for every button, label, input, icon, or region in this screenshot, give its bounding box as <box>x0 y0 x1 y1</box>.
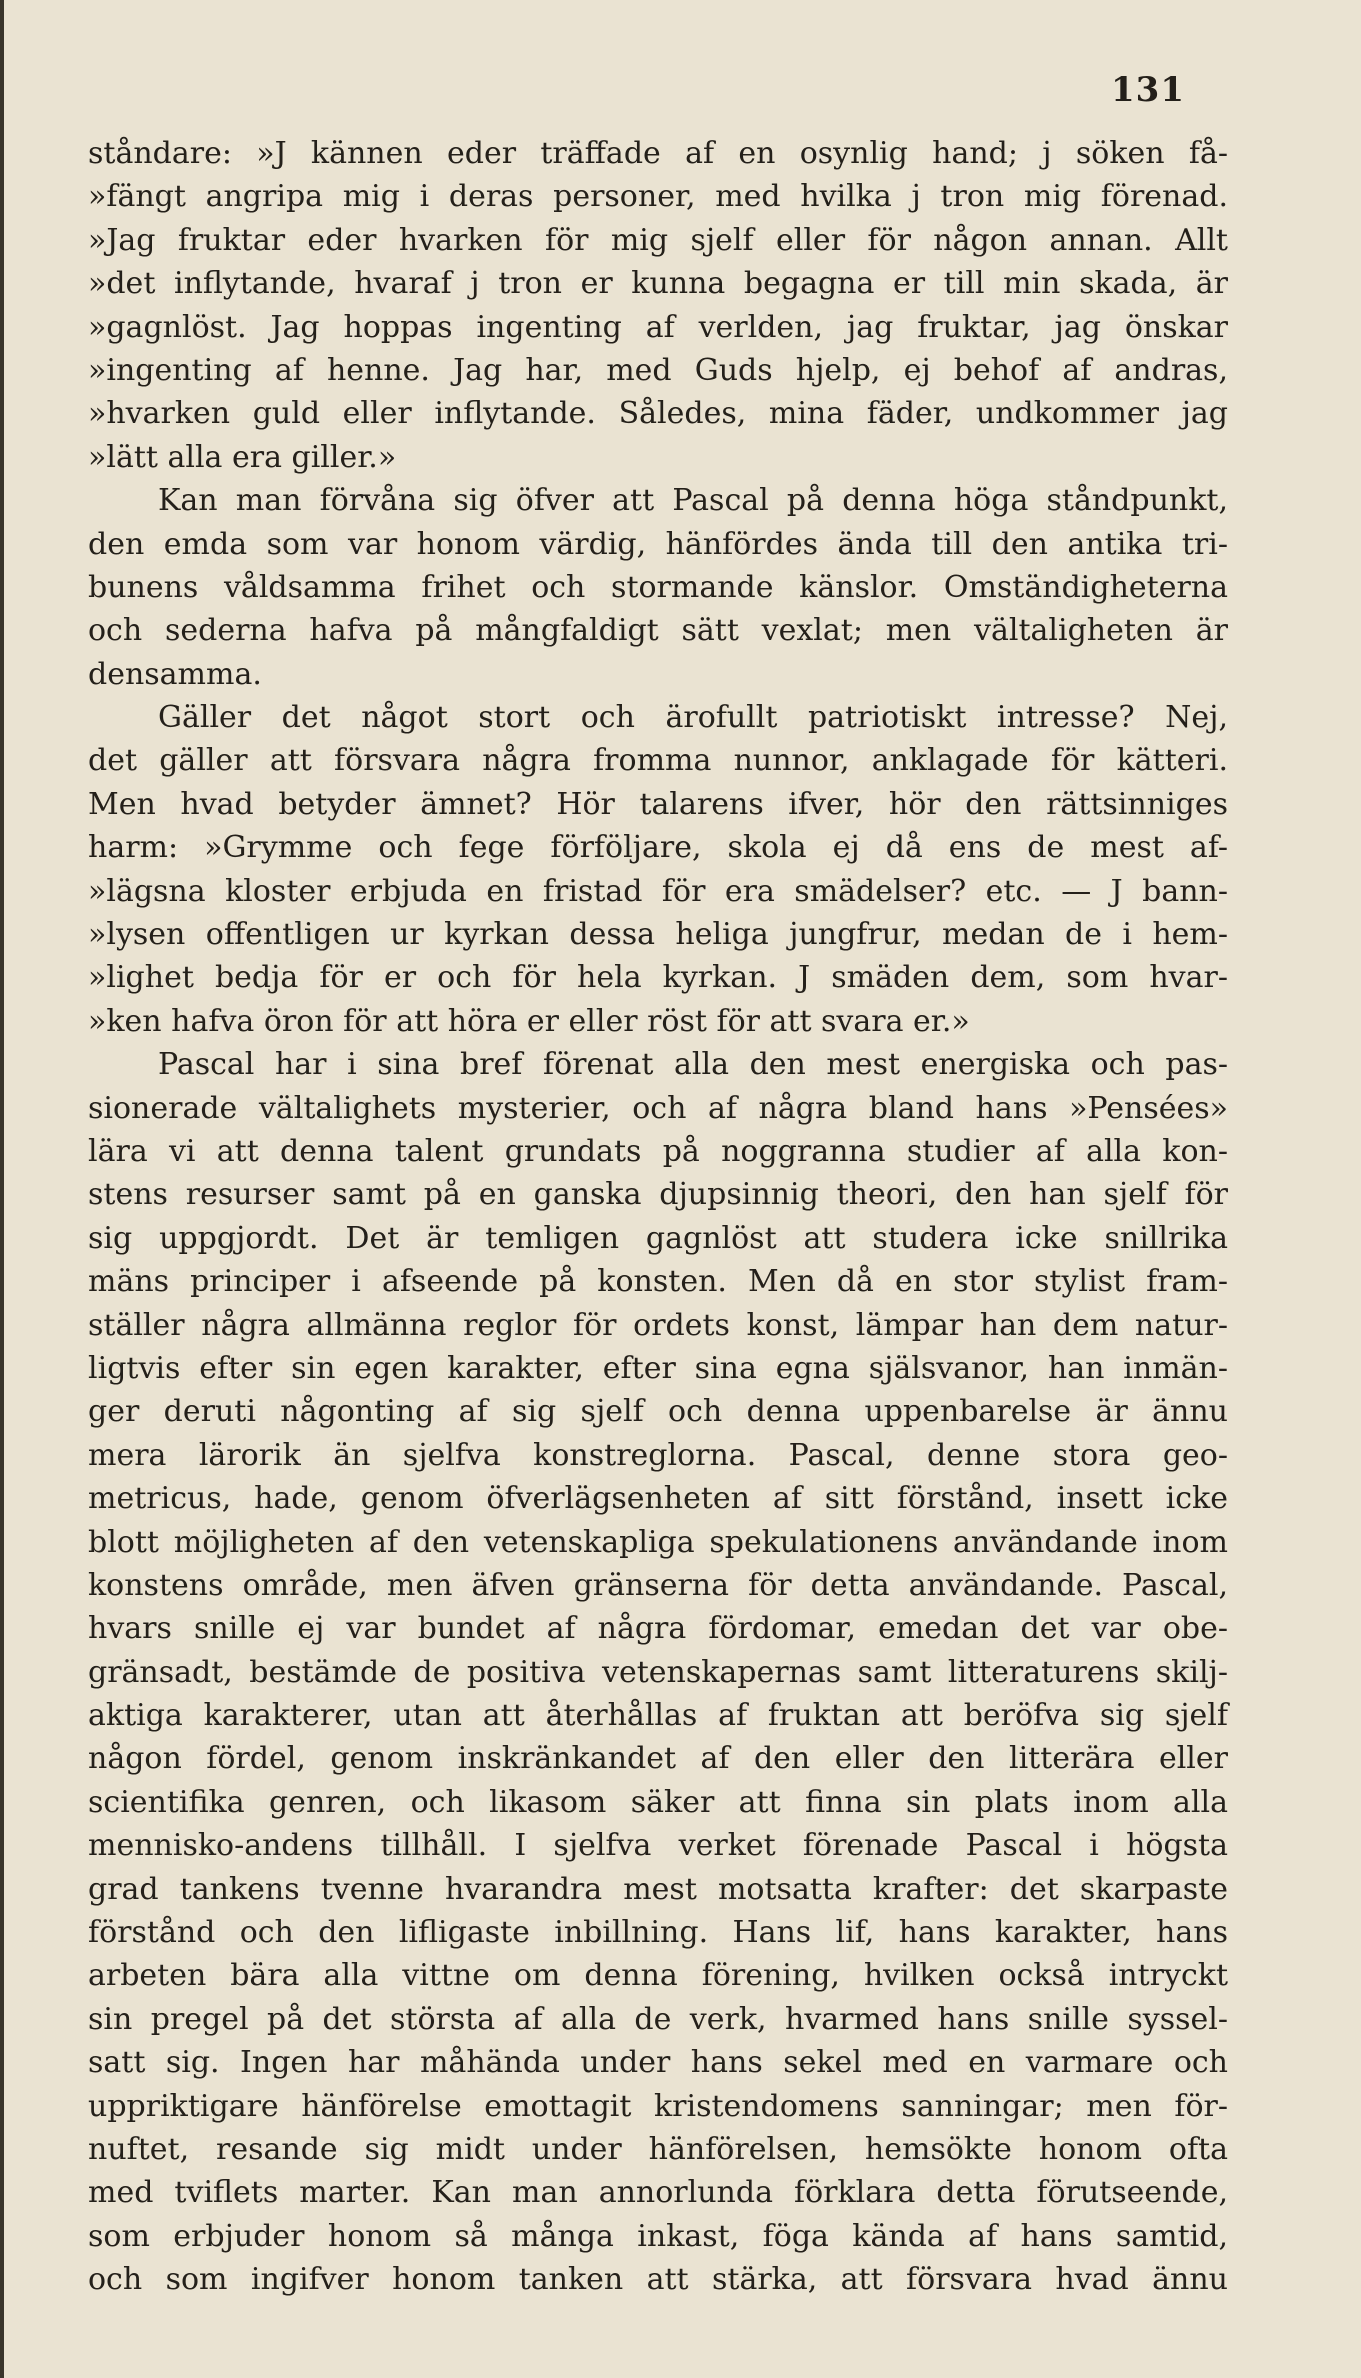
text-line: lära vi att denna talent grundats på noggranna studier af alla kon- <box>88 1133 1228 1169</box>
text-line: och som ingifver honom tanken att stärka, att försvara hvad ännu <box>88 2262 1228 2298</box>
text-line: den emda som var honom värdig, hänfördes ända till den antika tri- <box>88 526 1228 562</box>
text-line: arbeten bära alla vittne om denna förening, hvilken också intryckt <box>88 1958 1228 1994</box>
text-line: och sederna hafva på mångfaldigt sätt vexlat; men vältaligheten är <box>88 613 1228 649</box>
text-line: hvars snille ej var bundet af några fördomar, emedan det var obe- <box>88 1611 1228 1647</box>
body-text <box>88 132 1228 2302</box>
text-line: Pascal har i sina bref förenat alla den mest energiska och pas- <box>158 1047 1228 1083</box>
text-line: mäns principer i afseende på konsten. Men då en stor stylist fram- <box>88 1264 1228 1300</box>
page-number: 131 <box>1111 70 1185 110</box>
text-line: bunens våldsamma frihet och stormande känslor. Omständigheterna <box>88 569 1228 605</box>
text-line: som erbjuder honom så många inkast, föga kända af hans samtid, <box>88 2218 1228 2254</box>
text-line: metricus, hade, genom öfverlägsenheten af sitt förstånd, insett icke <box>88 1481 1228 1517</box>
text-line: stens resurser samt på en ganska djupsinnig theori, den han sjelf för <box>88 1177 1228 1213</box>
text-line: ligtvis efter sin egen karakter, efter sina egna själsvanor, han inmän- <box>88 1350 1228 1386</box>
text-line: ståndare: »J kännen eder träffade af en osynlig hand; j söken få- <box>88 136 1228 171</box>
text-line: någon fördel, genom inskränkandet af den eller den litterära eller <box>88 1741 1228 1777</box>
text-line: grad tankens tvenne hvarandra mest motsatta krafter: det skarpaste <box>88 1871 1228 1907</box>
text-line: harm: »Grymme och fege förföljare, skola ej då ens de mest af- <box>88 830 1228 866</box>
text-line: satt sig. Ingen har måhända under hans sekel med en varmare och <box>88 2045 1228 2081</box>
text-line: mennisko-andens tillhåll. I sjelfva verket förenade Pascal i högsta <box>88 1828 1228 1864</box>
text-line: sionerade vältalighets mysterier, och af några bland hans »Pensées» <box>88 1090 1228 1126</box>
text-line: sig uppgjordt. Det är temligen gagnlöst att studera icke snillrika <box>88 1220 1228 1256</box>
text-line: mera lärorik än sjelfva konstreglorna. Pascal, denne stora geo- <box>88 1437 1228 1473</box>
text-line: nuftet, resande sig midt under hänförelsen, hemsökte honom ofta <box>88 2131 1228 2167</box>
text-line: Kan man förvåna sig öfver att Pascal på denna höga ståndpunkt, <box>158 483 1228 519</box>
text-line: uppriktigare hänförelse emottagit kristendomens sanningar; men för- <box>88 2088 1228 2124</box>
text-line: konstens område, men äfven gränserna för detta användande. Pascal, <box>88 1567 1228 1603</box>
text-line: ger deruti någonting af sig sjelf och denna uppenbarelse är ännu <box>88 1394 1228 1430</box>
text-line: »ingenting af henne. Jag har, med Guds hjelp, ej behof af andras, <box>88 352 1228 388</box>
text-line: »Jag fruktar eder hvarken för mig sjelf eller för någon annan. Allt <box>88 222 1228 258</box>
text-line: »ken hafva öron för att höra er eller röst för att svara er.» <box>88 1003 970 1039</box>
text-line: »det inflytande, hvaraf j tron er kunna begagna er till min skada, är <box>88 266 1228 302</box>
page-edge <box>0 0 4 2378</box>
text-line: blott möjligheten af den vetenskapliga spekulationens användande inom <box>88 1524 1228 1560</box>
text-line: det gäller att försvara några fromma nunnor, anklagade för kätteri. <box>88 743 1228 779</box>
text-line: Gäller det något stort och ärofullt patriotiskt intresse? Nej, <box>158 700 1228 736</box>
text-line: Men hvad betyder ämnet? Hör talarens ifver, hör den rättsinniges <box>88 786 1228 822</box>
text-line: aktiga karakterer, utan att återhållas af fruktan att beröfva sig sjelf <box>88 1698 1228 1734</box>
text-line: förstånd och den lifligaste inbillning. Hans lif, hans karakter, hans <box>88 1915 1228 1951</box>
text-line: »hvarken guld eller inflytande. Således, mina fäder, undkommer jag <box>88 396 1228 432</box>
text-line: gränsadt, bestämde de positiva vetenskapernas samt litteraturens skilj- <box>88 1654 1228 1690</box>
text-line: »lätt alla era giller.» <box>88 439 397 475</box>
text-line: med tviflets marter. Kan man annorlunda förklara detta förutseende, <box>88 2175 1228 2211</box>
text-line: »lighet bedja för er och för hela kyrkan. J smäden dem, som hvar- <box>88 960 1228 996</box>
text-line: »lägsna kloster erbjuda en fristad för era smädelser? etc. — J bann- <box>88 873 1228 909</box>
text-line: »lysen offentligen ur kyrkan dessa heliga jungfrur, medan de i hem- <box>88 917 1228 953</box>
text-line: ställer några allmänna reglor för ordets konst, lämpar han dem natur- <box>88 1307 1228 1343</box>
text-line: densamma. <box>88 656 262 692</box>
text-line: »gagnlöst. Jag hoppas ingenting af verlden, jag fruktar, jag önskar <box>88 309 1228 345</box>
text-line: sin pregel på det största af alla de verk, hvarmed hans snille syssel- <box>88 2001 1228 2037</box>
text-line: scientifika genren, och likasom säker att finna sin plats inom alla <box>88 1784 1228 1820</box>
text-line: »fängt angripa mig i deras personer, med hvilka j tron mig förenad. <box>88 179 1228 215</box>
